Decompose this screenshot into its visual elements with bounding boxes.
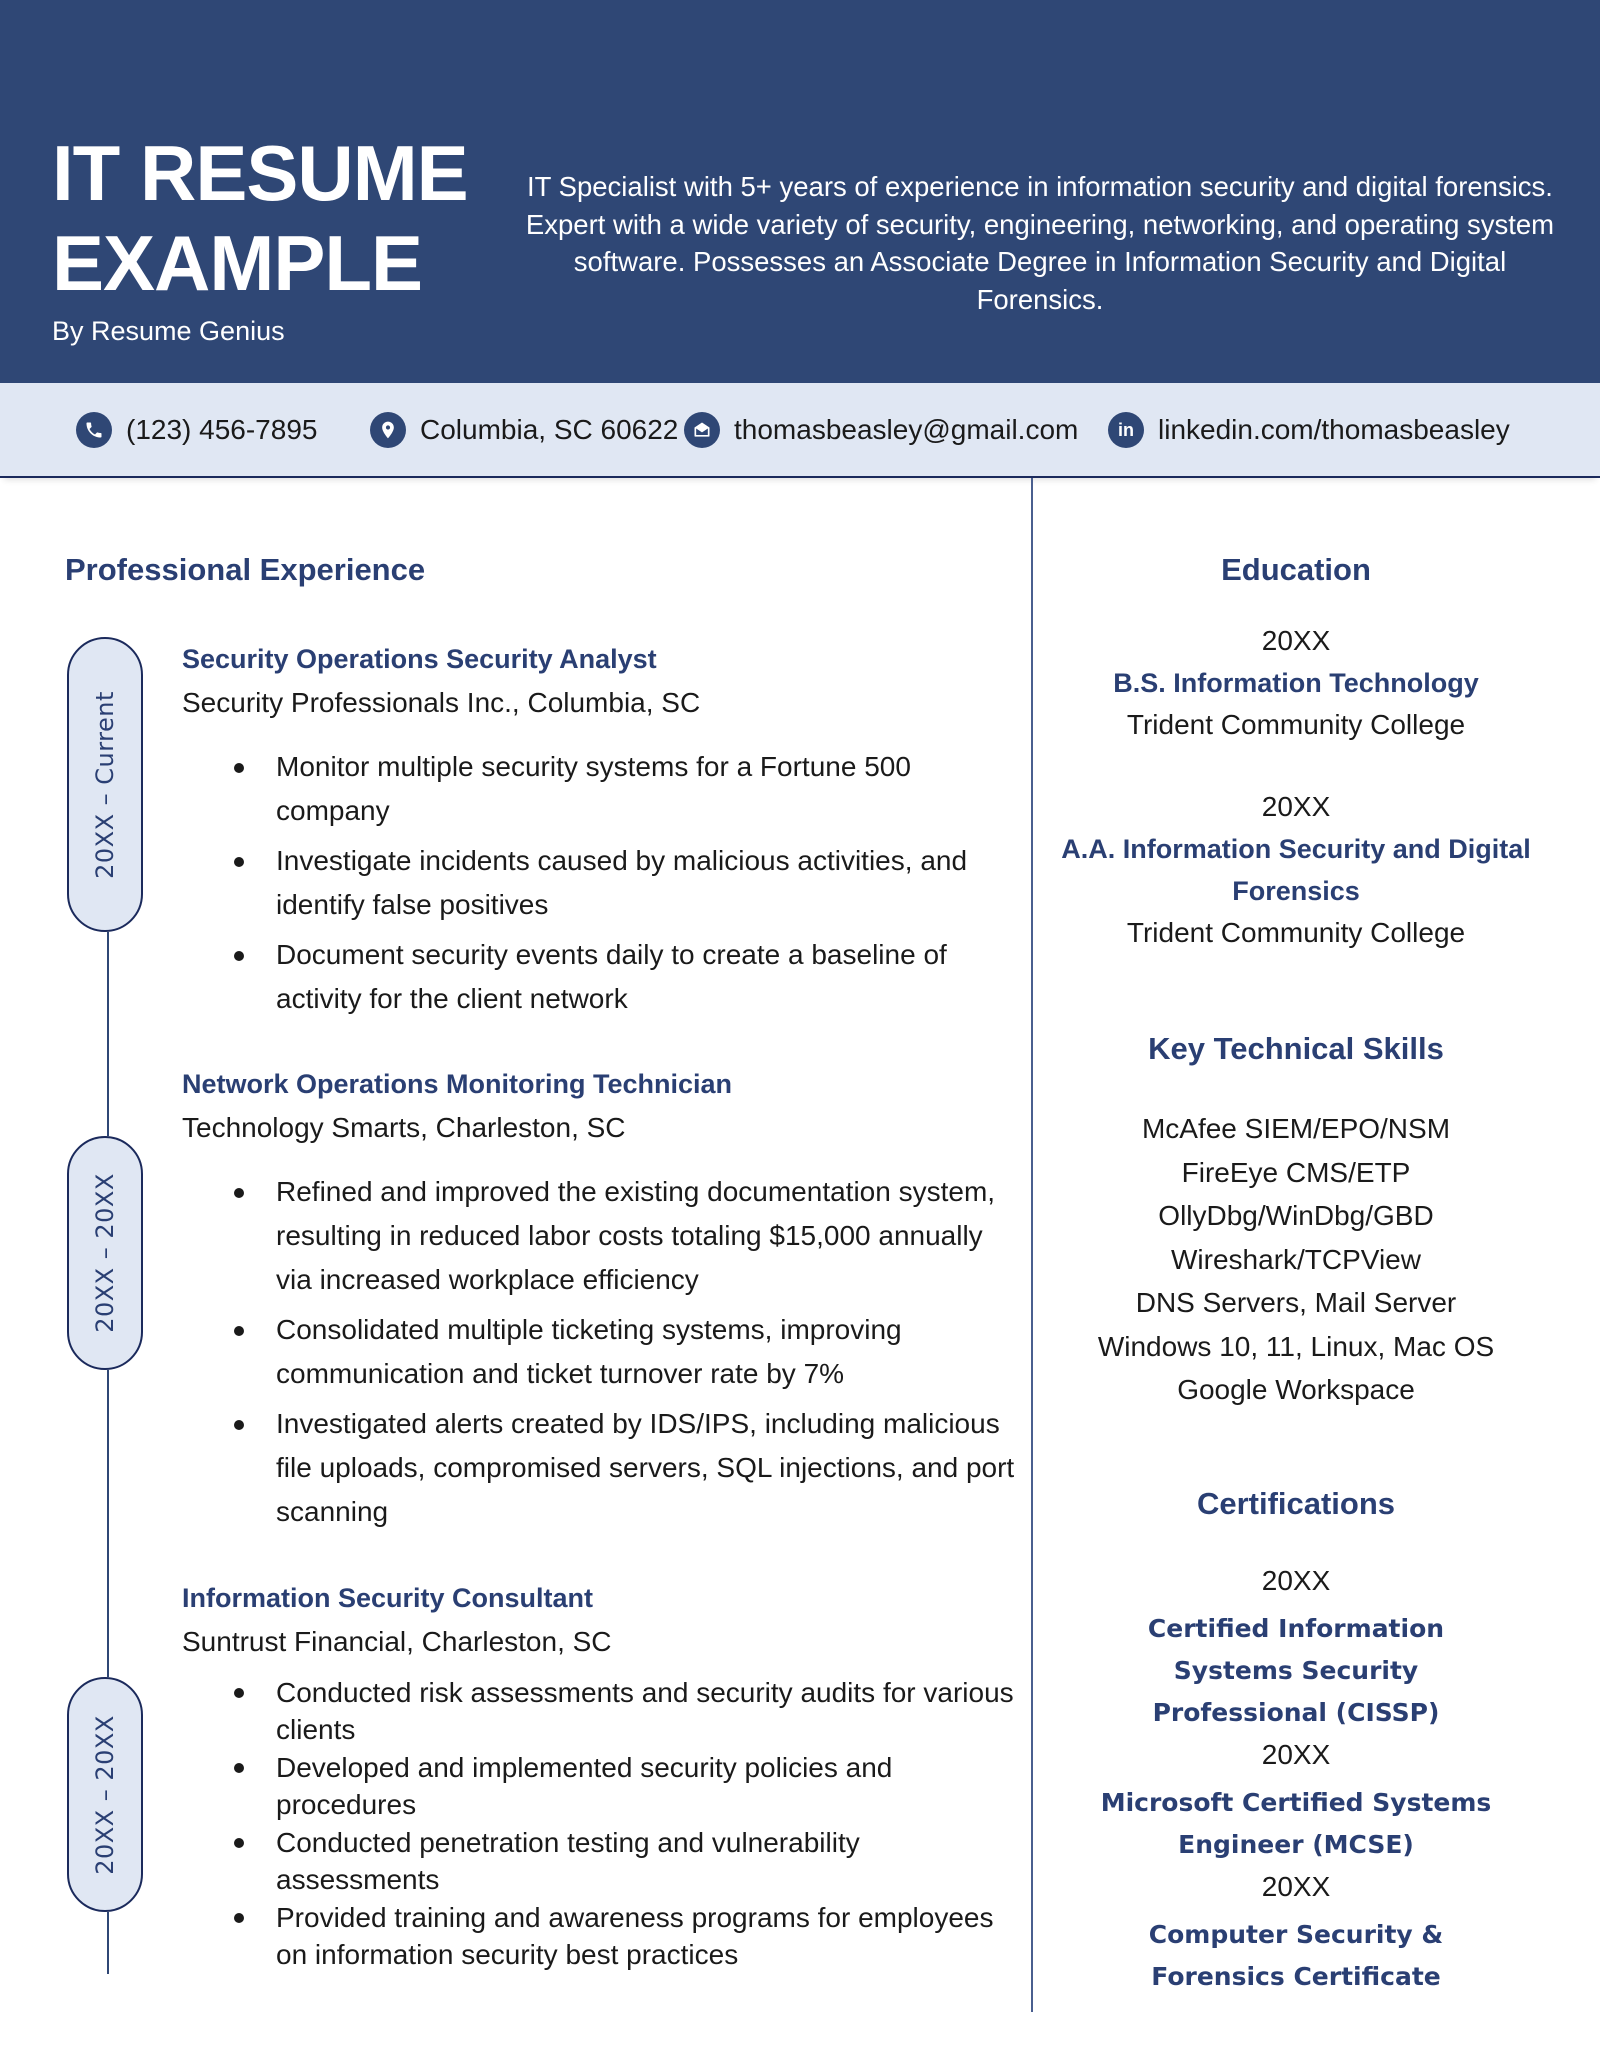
- linkedin-text: linkedin.com/thomasbeasley: [1158, 413, 1510, 445]
- job-entry: [182, 641, 1012, 1027]
- contact-location[interactable]: [370, 383, 678, 476]
- resume-header: [0, 0, 1600, 383]
- skills-section: [1040, 1031, 1552, 1412]
- education-degree: A.A. Information Security and Digital Forensics: [1061, 834, 1531, 906]
- job-bullet: Conducted risk assessments and security audits for various clients: [234, 1674, 1024, 1748]
- education-degree: B.S. Information Technology: [1113, 668, 1479, 698]
- certification-year: 20XX: [1261, 1739, 1331, 1770]
- job-entry: [182, 1066, 1015, 1540]
- job-company: Technology Smarts, Charleston, SC: [182, 1112, 626, 1143]
- contact-linkedin[interactable]: [1108, 383, 1510, 476]
- contact-email[interactable]: [684, 383, 1078, 476]
- education-item: [1040, 786, 1552, 954]
- date-pill: [67, 637, 143, 932]
- date-pill: [67, 1136, 143, 1370]
- skill-item: DNS Servers, Mail Server: [1135, 1287, 1457, 1318]
- job-dates: 20XX – 20XX: [91, 1173, 120, 1333]
- job-bullet: Document security events daily to create a baseline of activity for the client network: [234, 933, 974, 1021]
- job-title: Information Security Consultant: [182, 1583, 594, 1613]
- education-school: Trident Community College: [1126, 709, 1466, 740]
- skill-item: Google Workspace: [1177, 1374, 1415, 1405]
- timeline-line: [107, 932, 109, 1136]
- job-bullet: Provided training and awareness programs for employees on information security best practices: [234, 1899, 1024, 1973]
- job-company: Suntrust Financial, Charleston, SC: [182, 1626, 612, 1657]
- contact-bar: [0, 383, 1600, 478]
- linkedin-icon: in: [1108, 412, 1144, 448]
- map-pin-icon: [370, 412, 406, 448]
- job-bullets: [234, 1170, 1024, 1534]
- job-bullets: [234, 1674, 1024, 1973]
- job-title: Security Operations Security Analyst: [182, 644, 657, 674]
- job-dates: 20XX – Current: [91, 690, 120, 879]
- job-bullets: [234, 745, 974, 1021]
- education-year: 20XX: [1261, 625, 1331, 656]
- education-section: [1040, 552, 1552, 954]
- envelope-icon: [684, 412, 720, 448]
- column-divider: [1031, 478, 1033, 2012]
- certifications-section: [1040, 1486, 1552, 1998]
- certification-item: [1040, 1560, 1552, 1734]
- certification-name: Certified Information Systems Security Professional (CISSP): [1147, 1614, 1445, 1727]
- job-bullet: Consolidated multiple ticketing systems, improving communication and ticket turnover rate by 7%: [234, 1308, 1024, 1396]
- location-text: Columbia, SC 60622: [420, 413, 679, 445]
- job-bullet: Conducted penetration testing and vulnerability assessments: [234, 1824, 1024, 1898]
- education-year: 20XX: [1261, 791, 1331, 822]
- certification-item: [1040, 1734, 1552, 1866]
- phone-text: (123) 456-7895: [126, 413, 318, 445]
- job-entry: [182, 1580, 1012, 1974]
- certifications-heading: Certifications: [1196, 1486, 1396, 1521]
- skill-item: Windows 10, 11, Linux, Mac OS: [1097, 1330, 1495, 1362]
- byline: By Resume Genius: [52, 316, 285, 346]
- job-bullet: Developed and implemented security policies and procedures: [234, 1749, 1024, 1823]
- phone-icon: [76, 412, 112, 448]
- email-text: thomasbeasley@gmail.com: [734, 413, 1079, 445]
- job-bullet: Investigate incidents caused by malicious activities, and identify false positives: [234, 839, 974, 927]
- education-heading: Education: [1221, 552, 1371, 587]
- contact-phone[interactable]: [76, 383, 317, 476]
- resume-title: [52, 128, 468, 308]
- certification-name: Computer Security & Forensics Certificate: [1148, 1920, 1444, 1991]
- certification-item: [1040, 1866, 1552, 1998]
- certification-name: Microsoft Certified Systems Engineer (MCSE): [1100, 1788, 1492, 1859]
- skill-item: Wireshark/TCPView: [1171, 1243, 1421, 1275]
- date-pill: [67, 1677, 143, 1912]
- title-line-2: EXAMPLE: [52, 219, 423, 307]
- timeline-line: [107, 1912, 109, 1974]
- skill-item: McAfee SIEM/EPO/NSM: [1141, 1113, 1451, 1144]
- skills-heading: Key Technical Skills: [1148, 1031, 1444, 1066]
- title-line-1: IT RESUME: [52, 129, 468, 217]
- education-item: [1040, 620, 1552, 746]
- education-school: Trident Community College: [1126, 917, 1466, 948]
- job-company: Security Professionals Inc., Columbia, SC: [182, 687, 701, 718]
- certification-year: 20XX: [1261, 1871, 1331, 1902]
- professional-summary: IT Specialist with 5+ years of experience in information security and digital forensics. Expert with a wide variety of security, engineering, networking, and operating system software. Possesses an Associate Degree in Information Security and Digital Forensics.: [525, 171, 1555, 315]
- certification-year: 20XX: [1261, 1565, 1331, 1596]
- job-bullet: Monitor multiple security systems for a Fortune 500 company: [234, 745, 974, 833]
- skills-list: [1040, 1107, 1552, 1412]
- skill-item: FireEye CMS/ETP: [1181, 1156, 1411, 1188]
- skill-item: OllyDbg/WinDbg/GBD: [1158, 1200, 1434, 1231]
- timeline-line: [107, 1370, 109, 1677]
- job-bullet: Refined and improved the existing documentation system, resulting in reduced labor costs totaling $15,000 annually via increased workplace efficiency: [234, 1170, 1024, 1302]
- job-title: Network Operations Monitoring Technician: [182, 1069, 733, 1099]
- job-bullet: Investigated alerts created by IDS/IPS, including malicious file uploads, compromised servers, SQL injections, and port scanning: [234, 1402, 1024, 1534]
- experience-heading: Professional Experience: [65, 552, 426, 587]
- job-dates: 20XX – 20XX: [91, 1714, 120, 1875]
